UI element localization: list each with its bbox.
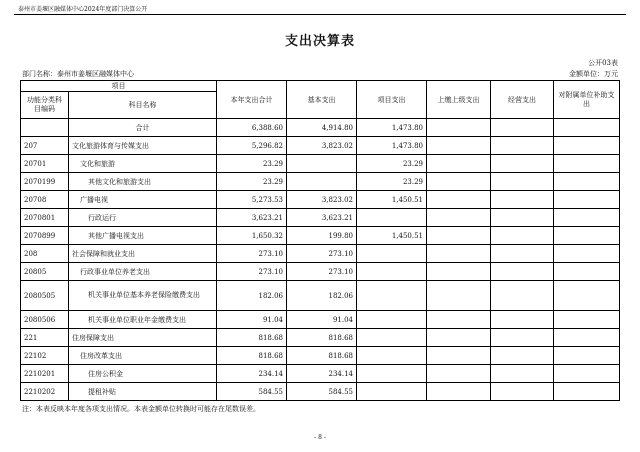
cell-code: 20701 <box>21 155 69 173</box>
cell-subsidy <box>554 245 620 263</box>
cell-code: 207 <box>21 137 69 155</box>
cell-business <box>491 347 554 365</box>
header-name: 科目名称 <box>69 92 217 119</box>
cell-total: 234.14 <box>217 365 287 383</box>
cell-name: 其他广播电视支出 <box>69 227 217 245</box>
cell-business <box>491 329 554 347</box>
table-note: 注：本表反映本年度各项支出情况。本表金额单位转换时可能存在尾数误差。 <box>22 405 260 413</box>
cell-total: 91.04 <box>217 311 287 329</box>
cell-total: 6,388.60 <box>217 119 287 137</box>
cell-business <box>491 137 554 155</box>
cell-total: 23.29 <box>217 173 287 191</box>
cell-project <box>357 383 427 401</box>
page-number: - 8 - <box>314 434 326 441</box>
cell-basic: 3,823.02 <box>287 137 357 155</box>
cell-project <box>357 311 427 329</box>
cell-name: 文化旅游体育与传媒支出 <box>69 137 217 155</box>
cell-basic: 818.68 <box>287 329 357 347</box>
table-row <box>21 137 620 155</box>
cell-total: 584.55 <box>217 383 287 401</box>
cell-subsidy <box>554 191 620 209</box>
cell-remit <box>427 365 491 383</box>
cell-code: 208 <box>21 245 69 263</box>
cell-remit <box>427 173 491 191</box>
cell-total: 3,623.21 <box>217 209 287 227</box>
cell-total: 273.10 <box>217 263 287 281</box>
cell-project <box>357 281 427 311</box>
amount-unit: 金额单位：万元 <box>569 70 618 78</box>
table-row <box>21 365 620 383</box>
table-row <box>21 383 620 401</box>
cell-project <box>357 209 427 227</box>
cell-business <box>491 383 554 401</box>
header-item: 项目 <box>21 81 217 92</box>
cell-project: 1,450.51 <box>357 227 427 245</box>
cell-code: 2210202 <box>21 383 69 401</box>
cell-project: 23.29 <box>357 173 427 191</box>
cell-name: 文化和旅游 <box>69 155 217 173</box>
cell-basic: 3,823.02 <box>287 191 357 209</box>
cell-code: 20708 <box>21 191 69 209</box>
cell-name: 广播电视 <box>69 191 217 209</box>
header-total: 本年支出合计 <box>217 81 287 119</box>
cell-code: 2070899 <box>21 227 69 245</box>
cell-name: 行政运行 <box>69 209 217 227</box>
cell-subsidy <box>554 119 620 137</box>
cell-project <box>357 365 427 383</box>
header-project: 项目支出 <box>357 81 427 119</box>
cell-business <box>491 209 554 227</box>
cell-remit <box>427 329 491 347</box>
cell-basic: 91.04 <box>287 311 357 329</box>
cell-name: 住房改革支出 <box>69 347 217 365</box>
cell-code: 22102 <box>21 347 69 365</box>
cell-remit <box>427 209 491 227</box>
table-row <box>21 119 620 137</box>
cell-subsidy <box>554 137 620 155</box>
table-row <box>21 311 620 329</box>
cell-code: 2210201 <box>21 365 69 383</box>
cell-remit <box>427 191 491 209</box>
cell-remit <box>427 155 491 173</box>
cell-basic: 3,623.21 <box>287 209 357 227</box>
cell-basic: 199.80 <box>287 227 357 245</box>
header-code: 功能分类科目编码 <box>21 92 69 119</box>
cell-business <box>491 311 554 329</box>
cell-code: 2070199 <box>21 173 69 191</box>
header-business: 经营支出 <box>491 81 554 119</box>
cell-remit <box>427 281 491 311</box>
cell-subsidy <box>554 365 620 383</box>
cell-total: 273.10 <box>217 245 287 263</box>
cell-subsidy <box>554 263 620 281</box>
cell-business <box>491 365 554 383</box>
table-row <box>21 245 620 263</box>
cell-subsidy <box>554 383 620 401</box>
cell-name: 提租补贴 <box>69 383 217 401</box>
table-row <box>21 347 620 365</box>
cell-code: 2070801 <box>21 209 69 227</box>
cell-code: 20805 <box>21 263 69 281</box>
header-basic: 基本支出 <box>287 81 357 119</box>
cell-project: 23.29 <box>357 155 427 173</box>
cell-subsidy <box>554 209 620 227</box>
cell-remit <box>427 227 491 245</box>
table-row <box>21 329 620 347</box>
cell-code: 2080506 <box>21 311 69 329</box>
cell-project: 1,473.80 <box>357 137 427 155</box>
cell-total: 818.68 <box>217 347 287 365</box>
cell-business <box>491 173 554 191</box>
cell-business <box>491 191 554 209</box>
cell-subsidy <box>554 347 620 365</box>
header-rule <box>14 14 626 15</box>
table-row <box>21 263 620 281</box>
cell-remit <box>427 311 491 329</box>
cell-total: 818.68 <box>217 329 287 347</box>
cell-total: 5,296.82 <box>217 137 287 155</box>
cell-code: 2080505 <box>21 281 69 311</box>
cell-name: 机关事业单位基本养老保险缴费支出 <box>69 281 217 311</box>
cell-business <box>491 119 554 137</box>
cell-name: 住房公积金 <box>69 365 217 383</box>
cell-total: 23.29 <box>217 155 287 173</box>
cell-basic: 234.14 <box>287 365 357 383</box>
cell-name: 住房保障支出 <box>69 329 217 347</box>
cell-basic <box>287 155 357 173</box>
table-row <box>21 281 620 311</box>
table-row <box>21 173 620 191</box>
cell-project: 1,450.51 <box>357 191 427 209</box>
cell-project <box>357 329 427 347</box>
cell-total: 182.06 <box>217 281 287 311</box>
cell-subsidy <box>554 227 620 245</box>
table-row <box>21 155 620 173</box>
cell-subsidy <box>554 329 620 347</box>
cell-remit <box>427 383 491 401</box>
cell-basic: 273.10 <box>287 245 357 263</box>
cell-project <box>357 263 427 281</box>
cell-project: 1,473.80 <box>357 119 427 137</box>
header-subsidy: 对附属单位补助支出 <box>554 81 620 119</box>
table-row <box>21 209 620 227</box>
table-row <box>21 191 620 209</box>
cell-project <box>357 245 427 263</box>
cell-total: 5,273.53 <box>217 191 287 209</box>
page-title: 支出决算表 <box>284 34 355 49</box>
cell-basic: 182.06 <box>287 281 357 311</box>
cell-subsidy <box>554 311 620 329</box>
cell-subsidy <box>554 281 620 311</box>
cell-basic: 273.10 <box>287 263 357 281</box>
cell-basic <box>287 173 357 191</box>
header-remit: 上缴上级支出 <box>427 81 491 119</box>
cell-code <box>21 119 69 137</box>
cell-remit <box>427 263 491 281</box>
cell-remit <box>427 137 491 155</box>
cell-business <box>491 263 554 281</box>
cell-business <box>491 281 554 311</box>
cell-basic: 4,914.80 <box>287 119 357 137</box>
table-row <box>21 227 620 245</box>
cell-name: 其他文化和旅游支出 <box>69 173 217 191</box>
cell-name: 合计 <box>69 119 217 137</box>
cell-business <box>491 155 554 173</box>
cell-name: 行政事业单位养老支出 <box>69 263 217 281</box>
cell-project <box>357 347 427 365</box>
cell-basic: 818.68 <box>287 347 357 365</box>
cell-remit <box>427 245 491 263</box>
table-number: 公开03表 <box>588 59 618 67</box>
cell-name: 社会保障和就业支出 <box>69 245 217 263</box>
cell-remit <box>427 347 491 365</box>
cell-total: 1,650.32 <box>217 227 287 245</box>
cell-business <box>491 227 554 245</box>
expenditure-table <box>20 80 620 401</box>
department-name: 部门名称：泰州市姜堰区融媒体中心 <box>22 70 134 78</box>
cell-subsidy <box>554 155 620 173</box>
cell-code: 221 <box>21 329 69 347</box>
running-header: 泰州市姜堰区融媒体中心2024年度部门决算公开 <box>18 6 148 13</box>
cell-remit <box>427 119 491 137</box>
cell-subsidy <box>554 173 620 191</box>
cell-basic: 584.55 <box>287 383 357 401</box>
cell-business <box>491 245 554 263</box>
cell-name: 机关事业单位职业年金缴费支出 <box>69 311 217 329</box>
